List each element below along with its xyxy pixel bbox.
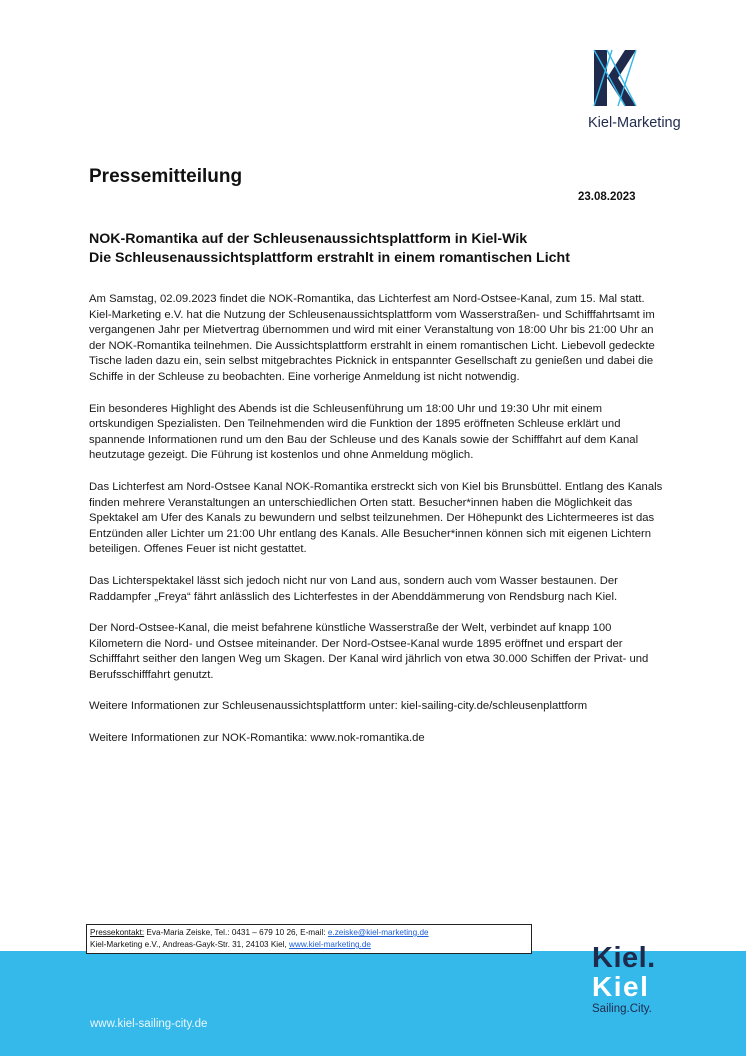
logo-tagline: Sailing.City. [592,1003,652,1015]
logo-kiel-dark: Kiel. [592,942,656,974]
paragraph-5: Der Nord-Ostsee-Kanal, die meist befahrene künstliche Wasserstraße der Welt, verbindet auf knapp 100 Kilometern die Nord- und Ostsee miteinander. Der Nord-Ostsee-Kanal wurde 1895 eröffnet und erspart der Schifffahrt seither den langen Weg um Skagen. Der Kanal wird jährlich von etwa 30.000 Schiffen der Privat- und Berufsschifffahrt genutzt. [89,622,649,681]
paragraph-1: Am Samstag, 02.09.2023 findet die NOK-Romantika, das Lichterfest am Nord-Ostsee-Kanal, zum 15. Mal statt. Kiel-Marketing e.V. hat die Nutzung der Schleusenaussichtsplattform vom Wasserstraßen- und Schifffahrtsamt im vergangenen Jahr per Mietvertrag übernommen und wird mit einer Veranstaltung von 18:00 Uhr bis 21:00 Uhr an der NOK-Romantika teilnehmen. Die Aussichtsplattform erstrahlt in einem romantischen Licht. Liebevoll gedeckte Tische laden dazu ein, sein selbst mitgebrachtes Picknick in entspannter Gesellschaft zu genießen und dabei die Schiffe in der Schleuse zu beobachten. Eine vorherige Anmeldung ist nicht notwendig. [89,293,655,383]
paragraph-6: Weitere Informationen zur Schleusenaussichtsplattform unter: kiel-sailing-city.de/schleusenplattform [89,700,588,713]
contact-person: Eva-Maria Zeiske, Tel.: 0431 – 679 10 26, E-mail: [144,928,328,937]
headline [89,230,669,268]
contact-label: Pressekontakt: [90,928,145,937]
headline-line-1: NOK-Romantika auf der Schleusenaussichtsplattform in Kiel-Wik [89,231,528,247]
paragraph-2: Ein besonderes Highlight des Abends ist die Schleusenführung um 18:00 Uhr und 19:30 Uhr mit einem ortskundigen Spezialisten. Den Teilnehmenden wird die Funktion der 1895 eröffneten Schleuse erklärt und spannende Informationen rund um den Bau der Schleuse und des Kanals sowie der Schifffahrt auf dem Kanal heutzutage gezeigt. Die Führung ist kostenlos und ohne Anmeldung möglich. [89,402,639,462]
kiel-marketing-logo [588,48,681,131]
k-logo-icon [592,48,638,108]
body-text [89,292,664,763]
brand-name: Kiel-Marketing [588,115,681,131]
contact-website-link[interactable]: www.kiel-marketing.de [289,940,371,949]
headline-line-2: Die Schleusenaussichtsplattform erstrahlt in einem romantischen Licht [89,250,570,266]
press-contact-box [86,924,532,954]
document-title: Pressemitteilung [89,166,243,187]
contact-address: Kiel-Marketing e.V., Andreas-Gayk-Str. 31, 24103 Kiel, [90,940,290,949]
paragraph-7: Weitere Informationen zur NOK-Romantika: www.nok-romantika.de [89,732,425,745]
document-date: 23.08.2023 [578,191,636,203]
paragraph-4: Das Lichterspektakel lässt sich jedoch nicht nur von Land aus, sondern auch vom Wasser bestaunen. Der Raddampfer „Freya“ fährt anlässlich des Lichterfestes in der Abenddämmerung von Rendsburg nach Kiel. [89,574,618,603]
contact-email-link[interactable]: e.zeiske@kiel-marketing.de [327,928,429,937]
contact-line-1 [90,927,528,939]
contact-line-2 [90,939,528,951]
paragraph-3: Das Lichterfest am Nord-Ostsee Kanal NOK-Romantika erstreckt sich von Kiel bis Brunsbüttel. Entlang des Kanals finden mehrere Veranstaltungen an unterschiedlichen Orten statt. Besucher*innen haben die Möglichkeit das Spektakel am Ufer des Kanals zu bewundern und selbst teilzunehmen. Der Höhepunkt des Lichtermeeres ist das Entzünden aller Lichter um 21:00 Uhr entlang des Kanals. Alle Besucher*innen können sich mit eigenen Lichtern beteiligen. Offenes Feuer ist nicht gestattet. [89,480,663,556]
footer-url: www.kiel-sailing-city.de [90,1018,208,1030]
logo-kiel-white: Kiel [592,971,650,1002]
kiel-sailing-city-logo [592,943,672,1015]
